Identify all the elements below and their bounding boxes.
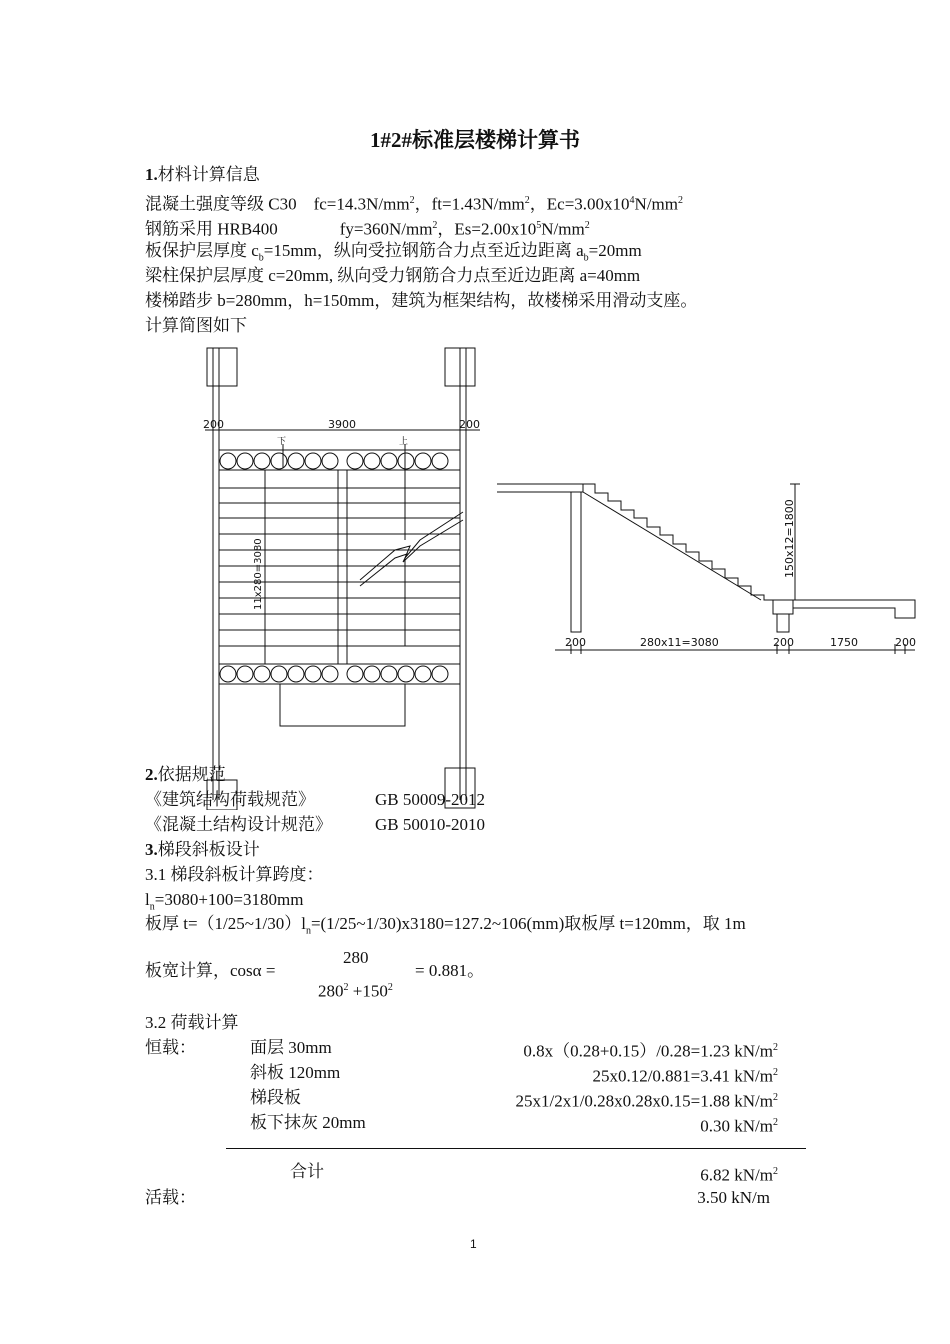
load-row-calc: 0.30 $kN/m^2$	[700, 1116, 778, 1136]
clear-span-line: $l_n=3080+100=3180mm$	[145, 890, 304, 913]
section-dim-1750: 1750	[830, 636, 858, 649]
slab-cover-line: 板保护层厚度 $c_b=15mm$，纵向受拉钢筋合力点至近边距离 $a_b=20mm$	[145, 241, 642, 264]
section2-heading: 2.依据规范	[145, 765, 226, 784]
section-dim-200-c: 200	[895, 636, 916, 649]
section-dim-run: 280x11=3080	[640, 636, 719, 649]
load-row-calc: 25x1/2x1/0.28x0.28x0.15=1.88 $kN/m^2$	[515, 1091, 778, 1111]
concrete-line: 混凝土强度等级 C30 $fc=14.3N/mm^2$，$ft=1.43N/mm^2$，$Ec=3.00x10^4N/mm^2$	[145, 194, 683, 214]
total-value: 6.82 $kN/m^2$	[700, 1165, 778, 1185]
cos-numerator: 280	[343, 948, 369, 967]
rebar-line: 钢筋采用 HRB400 $fy=360N/mm^2$，$Es=2.00x10^5N/mm^2$	[145, 219, 590, 239]
total-rule	[226, 1148, 806, 1149]
page-number: 1	[470, 1237, 477, 1251]
diagram-intro: 计算简图如下	[145, 316, 247, 335]
plan-label-up: 上	[399, 437, 409, 447]
plan-column-top-left	[207, 348, 237, 386]
cos-label: 板宽计算，cosα =	[145, 961, 276, 980]
plan-dim-3900: 3900	[328, 418, 356, 431]
load-row-name: 面层 30mm	[250, 1038, 332, 1057]
section-dim-200-b: 200	[773, 636, 794, 649]
live-load-value: 3.50 kN/m	[697, 1188, 770, 1207]
stair-plan-drawing	[195, 340, 495, 810]
stair-section-drawing	[495, 478, 925, 658]
load-row-name: 梯段板	[250, 1088, 301, 1107]
load-row-name: 斜板 120mm	[250, 1063, 341, 1082]
load-row-calc: 25x0.12/0.881=3.41 $kN/m^2$	[592, 1066, 778, 1086]
section-height-dim: 150x12=1800	[783, 499, 796, 578]
code2-number: GB 50010-2010	[375, 815, 486, 834]
span-subheading: 3.1 梯段斜板计算跨度：	[145, 865, 324, 884]
section1-heading: 1.材料计算信息	[145, 165, 260, 184]
cos-result: = 0.881。	[415, 961, 485, 980]
live-load-label: 活载：	[145, 1188, 196, 1207]
document-title: 1#2#标准层楼梯计算书	[370, 128, 580, 152]
load-subheading: 3.2 荷载计算	[145, 1013, 239, 1032]
load-row-name: 板下抹灰 20mm	[250, 1113, 366, 1132]
load-row-calc: 0.8x（0.28+0.15）/0.28=1.23 $kN/m^2$	[523, 1041, 778, 1061]
total-label: 合计	[290, 1162, 324, 1181]
section-dim-200-a: 200	[565, 636, 586, 649]
plan-dim-200-left: 200	[203, 418, 224, 431]
plan-label-down: 下	[277, 437, 287, 447]
plan-rebar-circles-bottom	[220, 666, 448, 682]
cos-denominator: $280^2 +150^2$	[318, 981, 393, 1001]
plan-vertical-dim: 11x280=3080	[253, 538, 264, 610]
dead-load-label: 恒载：	[145, 1038, 196, 1057]
section3-heading: 3.梯段斜板设计	[145, 840, 260, 859]
code2-name: 《混凝土结构设计规范》	[145, 815, 332, 834]
code1-number: GB 50009-2012	[375, 790, 486, 809]
plan-rebar-circles-top	[220, 453, 448, 469]
code1-name: 《建筑结构荷载规范》	[145, 790, 315, 809]
plan-dim-200-right: 200	[459, 418, 480, 431]
beam-cover-line: 梁柱保护层厚度 c=20mm, 纵向受力钢筋合力点至近边距离 a=40mm	[145, 266, 641, 285]
thickness-line: 板厚 $t=(1/25\sim 1/30)l_n=(1/25\sim 1/30)x3180=127.2\sim 106(mm)$取板厚 t=120mm，取 1m	[145, 914, 746, 937]
step-line: 楼梯踏步 b=280mm，h=150mm，建筑为框架结构，故楼梯采用滑动支座。	[145, 291, 698, 310]
